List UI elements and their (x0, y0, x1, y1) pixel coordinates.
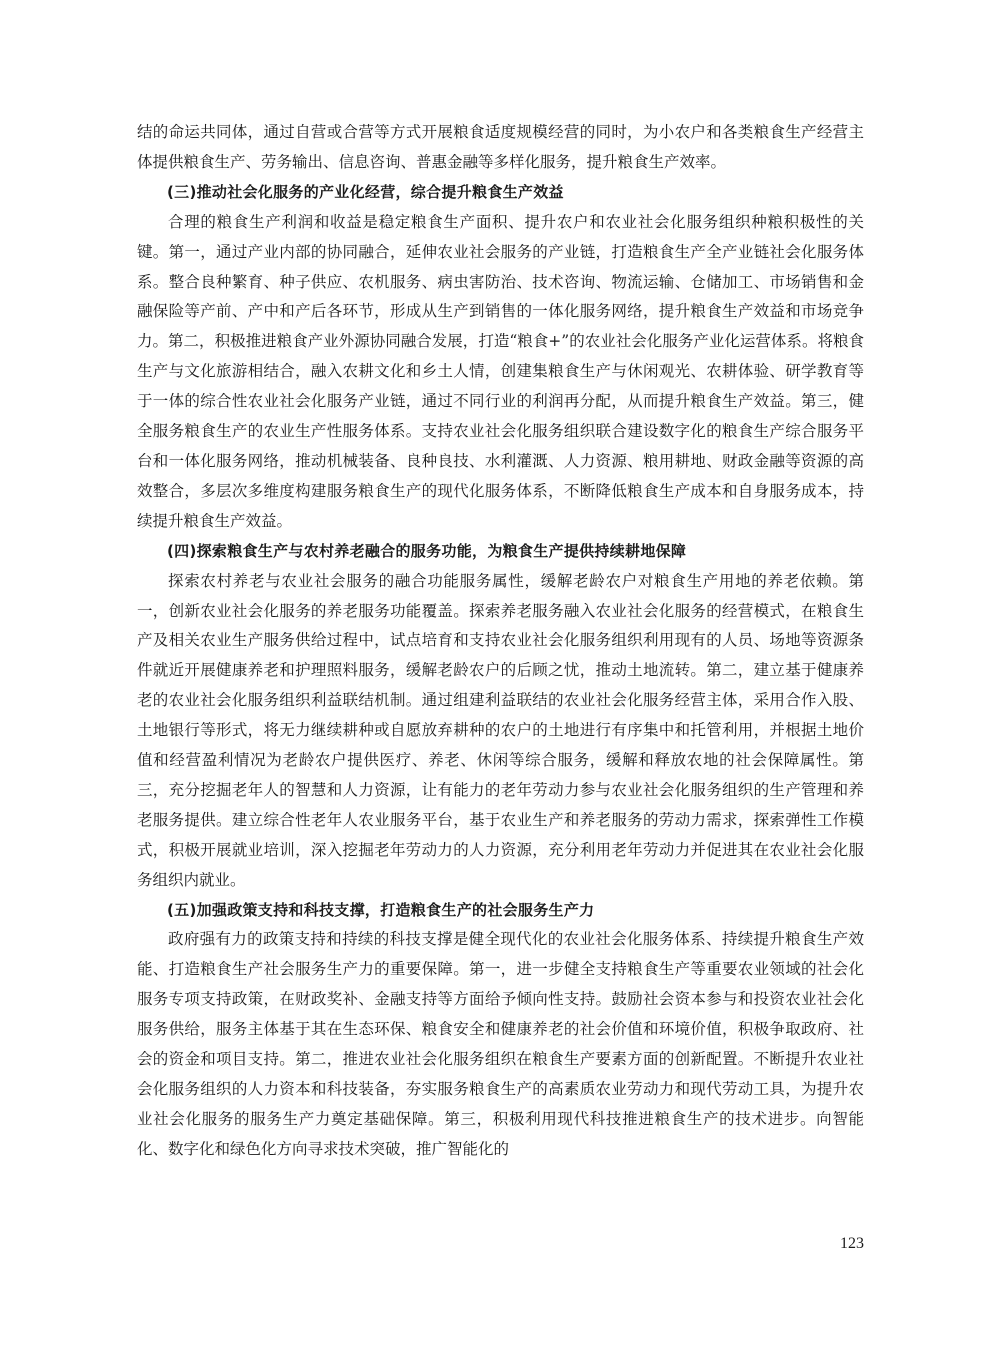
section-heading-5: (五)加强政策支持和科技支撑，打造粮食生产的社会服务生产力 (167, 900, 595, 919)
body-text (137, 118, 864, 1165)
paragraph-section-4: 探索农村养老与农业社会服务的融合功能服务属性，缓解老龄农户对粮食生产用地的养老依赖。第一，创新农业社会化服务的养老服务功能覆盖。探索养老服务融入农业社会化服务的经营模式，在粮食生产及相关农业生产服务供给过程中，试点培育和支持农业社会化服务组织利用现有的人员、场地等资源条件就近开展健康养老和护理照料服务，缓解老龄农户的后顾之忧，推动土地流转。第二，建立基于健康养老的农业社会化服务组织利益联结机制。通过组建利益联结的农业社会化服务经营主体，采用合作入股、土地银行等形式，将无力继续耕种或自愿放弃耕种的农户的土地进行有序集中和托管利用，并根据土地价值和经营盈利情况为老龄农户提供医疗、养老、休闲等综合服务，缓解和释放农地的社会保障属性。第三，充分挖掘老年人的智慧和人力资源，让有能力的老年劳动力参与农业社会化服务组织的生产管理和养老服务提供。建立综合性老年人农业服务平台，基于农业生产和养老服务的劳动力需求，探索弹性工作模式，积极开展就业培训，深入挖掘老年劳动力的人力资源，充分利用老年劳动力并促进其在农业社会化服务组织内就业。 (137, 571, 864, 889)
paragraph-section-5: 政府强有力的政策支持和持续的科技支撑是健全现代化的农业社会化服务体系、持续提升粮食生产效能、打造粮食生产社会服务生产力的重要保障。第一，进一步健全支持粮食生产等重要农业领域的社会化服务专项支持政策，在财政奖补、金融支持等方面给予倾向性支持。鼓励社会资本参与和投资农业社会化服务供给，服务主体基于其在生态环保、粮食安全和健康养老的社会价值和环境价值，积极争取政府、社会的资金和项目支持。第二，推进农业社会化服务组织在粮食生产要素方面的创新配置。不断提升农业社会化服务组织的人力资本和科技装备，夯实服务粮食生产的高素质农业劳动力和现代劳动工具，为提升农业社会化服务的服务生产力奠定基础保障。第三，积极利用现代科技推进粮食生产的技术进步。向智能化、数字化和绿色化方向寻求技术突破，推广智能化的 (137, 930, 864, 1158)
paragraph-continued: 结的命运共同体，通过自营或合营等方式开展粮食适度规模经营的同时，为小农户和各类粮食生产经营主体提供粮食生产、劳务输出、信息咨询、普惠金融等多样化服务，提升粮食生产效率。 (137, 123, 864, 171)
paragraph-section-3: 合理的粮食生产利润和收益是稳定粮食生产面积、提升农户和农业社会化服务组织种粮积极性的关键。第一，通过产业内部的协同融合，延伸农业社会服务的产业链，打造粮食生产全产业链社会化服务体系。整合良种繁育、种子供应、农机服务、病虫害防治、技术咨询、物流运输、仓储加工、市场销售和金融保险等产前、产中和产后各环节，形成从生产到销售的一体化服务网络，提升粮食生产效益和市场竞争力。第二，积极推进粮食产业外源协同融合发展，打造“粮食+”的农业社会化服务产业化运营体系。将粮食生产与文化旅游相结合，融入农耕文化和乡土人情，创建集粮食生产与休闲观光、农耕体验、研学教育等于一体的综合性农业社会化服务产业链，通过不同行业的利润再分配，从而提升粮食生产效益。第三，健全服务粮食生产的农业生产性服务体系。支持农业社会化服务组织联合建设数字化的粮食生产综合服务平台和一体化服务网络，推动机械装备、良种良技、水利灌溉、人力资源、粮用耕地、财政金融等资源的高效整合，多层次多维度构建服务粮食生产的现代化服务体系，不断降低粮食生产成本和自身服务成本，持续提升粮食生产效益。 (137, 212, 864, 530)
section-heading-4: (四)探索粮食生产与农村养老融合的服务功能，为粮食生产提供持续耕地保障 (167, 541, 687, 560)
page-number: 123 (840, 1235, 864, 1252)
section-heading-3: (三)推动社会化服务的产业化经营，综合提升粮食生产效益 (167, 182, 564, 201)
